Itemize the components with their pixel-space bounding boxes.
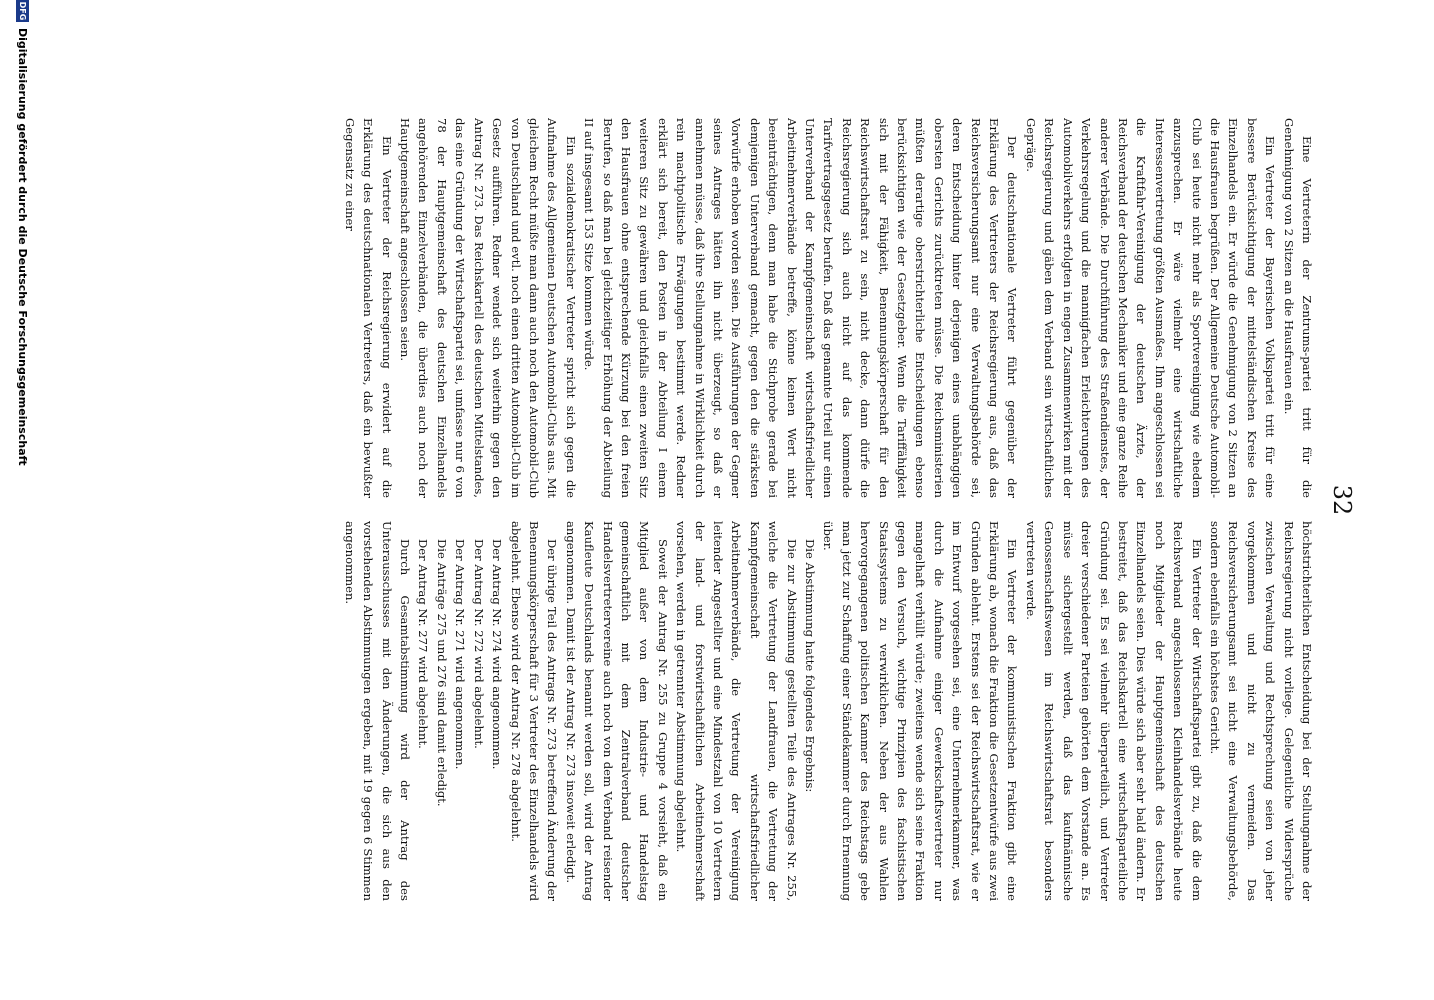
digitization-credit-text: Digitalisierung gefördert durch die Deutsche Forschungsgemeinschaft <box>16 28 29 466</box>
paragraph: Die zur Abstimmung gestellten Teile des Antrages Nr. 255, welche die Vertretung der Landfrauen, die Vertretung der Kampfgemeinschaft wirtschaftsfriedlicher Arbeitnehmerverbände, die Vertretung der Vereinigung leitender Angestellter und eine Mindestzahl von 10 Vertretern der land- und forstwirtschaftlichen Arbeitnehmerschaft vorsehen, werden in getrennter Abstimmung abgelehnt. <box>674 521 799 901</box>
paragraph: Der deutschnationale Vertreter führt gegenüber der Erklärung des Vertreters der Reichsregierung aus, daß das Reichsversicherungsamt nur eine Verwaltungsbehörde sei, deren Entscheidung hinter derjenigen eines unabhängigen obersten Gerichts zurücktreten müsse. Die Reichsministerien müßten derartige oberstrichterliche Entscheidungen ebenso berücksichtigen wie der Gesetzgeber. Wenn die Tariffähigkeit sich mit der Fähigkeit, Benennungskörperschaft für den Reichswirtschaftsrat zu sein, nicht decke, dann dürfe die Reichsregierung sich auch nicht auf das kommende Tarifvertragsgesetz berufen. Daß das genannte Urteil nur einen Unterverband der Kampfgemeinschaft wirtschaftsfriedlicher Arbeitnehmerverbände betreffe, könne keinen Wert nicht beeinträchtigen, denn man habe die Stichprobe gerade bei demjenigen Unterverband gemacht, gegen den die stärksten Vorwürfe erhoben worden seien. Die Ausführungen der Gegner seines Antrages hätten ihn nicht überzeugt, so daß er annehmen müsse, daß ihre Stellungnahme in Wirklichkeit durch rein machtpolitische Erwägungen bestimmt werde. Redner erklärt sich bereit, den Posten in der Abteilung I einem weiteren Sitz zu gewähren und gleichfalls einen zweiten Sitz den Hausfrauen ohne entsprechende Kürzung bei den freien Berufen, so daß man bei gleichzeitiger Erhöhung der Abteilung II auf insgesamt 153 Sitze kommen würde. <box>582 118 1020 498</box>
paragraph: Ein Vertreter der Bayerischen Volkspartei tritt für eine bessere Berücksichtigung der mittelständischen Kreise des Einzelhandels ein. Er würde die Genehmigung von 2 Sitzen an die Hausfrauen begrüßen. Der Allgemeine Deutsche Automobil-Club sei heute nicht mehr als Sportvereinigung wie ehedem anzusprechen. Er wäre vielmehr eine wirtschaftliche Interessenvertretung größten Ausmaßes. Ihm angeschlossen sei die Kraftfahr-Vereinigung der deutschen Ärzte, der Reichsverband der deutschen Mechaniker und eine ganze Reihe anderer Verbände. Die Durchführung des Straßendienstes, der Verkehrsregelung und die mannigfachen Erleichterungen des Automobilverkehrs erfolgten in engen Zusammenwirken mit der Reichsregierung und gäben dem Verband sein wirtschaftliches Gepräge. <box>1023 118 1278 498</box>
paragraph: höchstrichterlichen Entscheidung bei der Stellungnahme der Reichsregierung nicht vorliege. Gelegentliche Widersprüche zwischen Verwaltung und Rechtsprechung seien von jeher vorgekommen und nicht zu vermeiden. Das Reichsversicherungsamt sei nicht eine Verwaltungsbehörde, sondern ebenfalls ein höchstes Gericht. <box>1207 521 1314 901</box>
dfg-logo: DFG <box>18 1 27 21</box>
paragraph: Soweit der Antrag Nr. 255 zu Gruppe 4 vorsieht, daß ein Mitglied außer von dem Industrie- und Handelstag gemeinschaftlich mit dem Zentralverband deutscher Handelsvertretervereine auch noch von dem Verband reisender Kaufleute Deutschlands benannt werden soll, wird der Antrag angenommen. Damit ist der Antrag Nr. 273 insoweit erledigt. <box>563 521 670 901</box>
paragraph: Der übrige Teil des Antrags Nr. 273 betreffend Änderung der Benennungskörperschaft für 3 Vertreter des Einzelhandels wird abgelehnt. Ebenso wird der Antrag Nr. 278 abgelehnt. <box>508 521 560 901</box>
paragraph: Eine Vertreterin der Zentrums-partei tritt für die Genehmigung von 2 Sitzen an die Hausfrauen ein. <box>1281 118 1314 498</box>
paragraph: Der Antrag Nr. 271 wird angenommen. <box>453 539 468 770</box>
paragraph: Der Antrag Nr. 277 wird abgelehnt. <box>416 539 431 749</box>
page-number: 32 <box>1328 484 1356 516</box>
paragraph: Die Abstimmung hatte folgendes Ergebnis: <box>803 539 818 793</box>
paragraph: Ein Vertreter der Wirtschaftspartei gibt zu, daß die dem Reichsverband angeschlossenen Kleinhandelsverbände heute noch Mitglieder der Hauptgemeinschaft des deutschen Einzelhandels seien. Dies würde sich aber sehr bald ändern. Er bestreitet, daß das Reichskartell eine wirtschaftsparteiliche Gründung sei. Es sei vielmehr überparteilich, und Vertreter dreier verschiedener Parteien gehörten dem Vorstande an. Es müsse sichergestellt werden, daß das kaufmännische Genossenschaftswesen im Reichswirtschaftsrat besonders vertreten werde. <box>1023 521 1204 901</box>
paragraph: Durch Gesamtabstimmung wird der Antrag des Unterausschusses mit den Änderungen, die sich aus den vorstehenden Abstimmungen ergeben, mit 19 gegen 6 Stimmen angenommen. <box>342 521 413 901</box>
paragraph: Ein Vertreter der Reichsregierung erwidert auf die Erklärung des deutschnationalen Vertreters, daß ein bewußter Gegensatz zu einer <box>342 118 394 498</box>
paragraph: Ein Vertreter der kommunistischen Fraktion gibt eine Erklärung ab, wonach die Fraktion die Gesetzentwürfe aus zwei Gründen ablehnt. Erstens sei der Reichswirtschaftsrat, wie er im Entwurf vorgesehen sei, eine Unternehmerkammer, was durch die Aufnahme einiger Gewerkschaftsvertreter nur mangelhaft verhüllt würde; zweitens wende sich seine Fraktion gegen den Versuch, wichtige Prinzipien des faschistischen Staatssystems zu verwirklichen. Neben der aus Wahlen hervorgegangenen politischen Kammer des Reichstags gebe man jetzt zur Schaffung einer Ständekammer durch Ernennung über. <box>821 521 1020 901</box>
paragraph: Der Antrag Nr. 272 wird abgelehnt. <box>471 539 486 749</box>
paragraph: Die Anträge 275 und 276 sind damit erledigt. <box>434 539 449 807</box>
text-column-left <box>116 118 1316 498</box>
digitization-credit <box>16 0 29 1000</box>
text-column-right <box>116 521 1316 901</box>
paragraph: Der Antrag Nr. 274 wird angenommen. <box>490 539 505 770</box>
paragraph: Ein sozialdemokratischer Vertreter spricht sich gegen die Aufnahme des Allgemeinen Deutschen Automobil-Clubs aus. Mit gleichem Recht müßte man dann auch noch den Automobil-Club von Deutschland und evtl. noch einen dritten Automobil-Club im Gesetz aufführen. Redner wendet sich weiterhin gegen den Antrag Nr. 273. Das Reichskartell des deutschen Mittelstandes, das eine Gründung der Wirtschaftspartei sei, umfasse nur 6 von 78 der Hauptgemeinschaft des deutschen Einzelhandels angehörenden Einzelverbänden, die überdies auch noch der Hauptgemeinschaft angeschlossen seien. <box>398 118 578 498</box>
